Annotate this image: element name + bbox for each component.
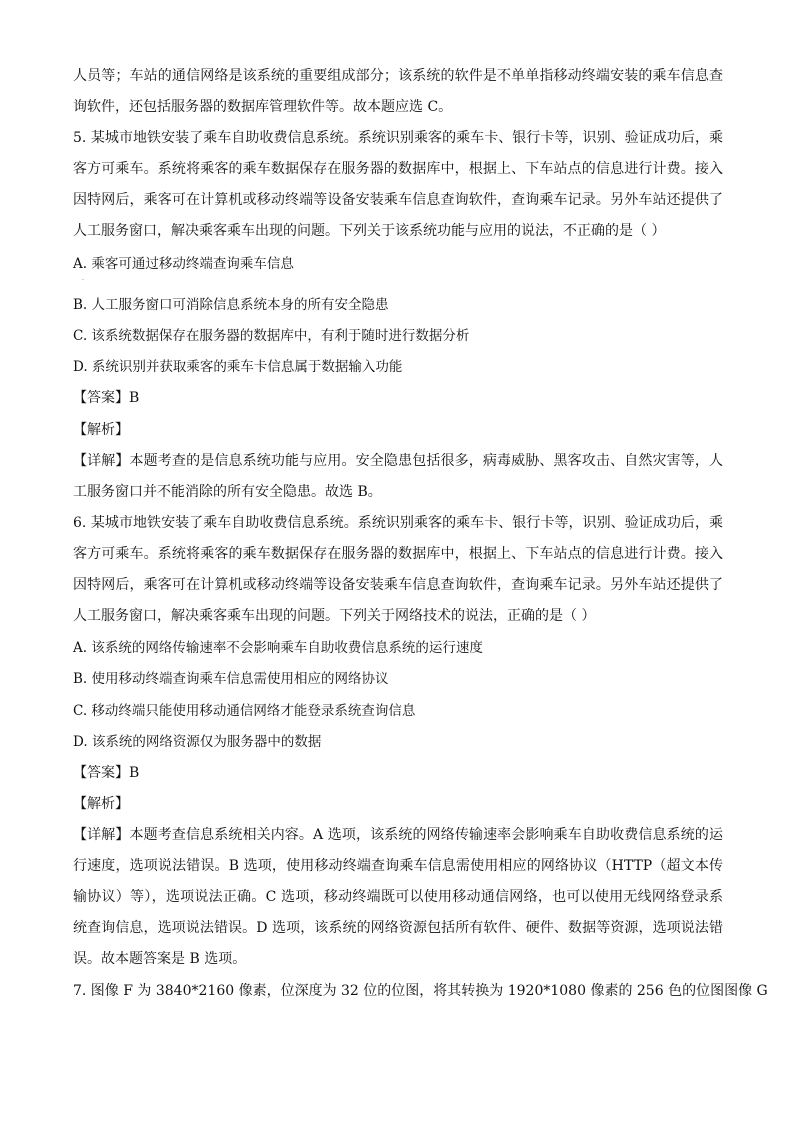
q5-detail-line: 工服务窗口并不能消除的所有安全隐患。故选 B。: [73, 484, 382, 500]
q6-detail-line: 输协议）等），选项说法正确。C 选项，移动终端既可以使用移动通信网络，也可以使用无线网络登录系: [73, 889, 723, 905]
q6-detail-line: 【详解】本题考查信息系统相关内容。A 选项，该系统的网络传输速率会影响乘车自助收费信息系统的运: [73, 827, 723, 843]
q5-option-c: C. 该系统数据保存在服务器的数据库中，有利于随时进行数据分析: [73, 328, 470, 344]
q6-stem-line: 6. 某城市地铁安装了乘车自助收费信息系统。系统识别乘客的乘车卡、银行卡等，识别、验证成功后，乘: [73, 515, 723, 531]
q6-answer: 【答案】B: [73, 765, 140, 781]
q6-option-a: A. 该系统的网络传输速率不会影响乘车自助收费信息系统的运行速度: [73, 640, 483, 656]
stray-dot: ·: [82, 277, 84, 284]
q6-analysis-label: 【解析】: [73, 796, 129, 812]
q5-option-d: D. 系统识别并获取乘客的乘车卡信息属于数据输入功能: [73, 359, 403, 375]
q6-detail-line: 误。故本题答案是 B 选项。: [73, 951, 247, 967]
q5-option-a: A. 乘客可通过移动终端查询乘车信息: [73, 256, 294, 272]
q7-stem-line: 7. 图像 F 为 3840*2160 像素，位深度为 32 位的位图，将其转换为 1920*1080 像素的 256 色的位图图像 G: [73, 983, 768, 999]
q5-option-b: B. 人工服务窗口可消除信息系统本身的所有安全隐患: [73, 297, 389, 313]
q5-detail-line: 【详解】本题考查的是信息系统功能与应用。安全隐患包括很多，病毒威胁、黑客攻击、自然灾害等，人: [73, 453, 723, 469]
prev-explanation-line: 询软件，还包括服务器的数据库管理软件等。故本题应选 C。: [73, 99, 453, 115]
q6-detail-line: 统查询信息，选项说法错误。D 选项，该系统的网络资源包括所有软件、硬件、数据等资源，选项说法错: [73, 920, 723, 936]
q5-stem-line: 5. 某城市地铁安装了乘车自助收费信息系统。系统识别乘客的乘车卡、银行卡等，识别、验证成功后，乘: [73, 130, 723, 146]
q5-answer: 【答案】B: [73, 390, 140, 406]
q6-stem-line: 因特网后，乘客可在计算机或移动终端等设备安装乘车信息查询软件，查询乘车记录。另外车站还提供了: [73, 577, 723, 593]
q6-stem-line: 人工服务窗口，解决乘客乘车出现的问题。下列关于网络技术的说法，正确的是（ ）: [73, 608, 596, 624]
prev-explanation-line: 人员等；车站的通信网络是该系统的重要组成部分；该系统的软件是不单单指移动终端安装的乘车信息查: [73, 68, 723, 84]
q6-detail-line: 行速度，选项说法错误。B 选项，使用移动终端查询乘车信息需使用相应的网络协议（HTTP（超文本传: [73, 858, 723, 874]
q6-stem-line: 客方可乘车。系统将乘客的乘车数据保存在服务器的数据库中，根据上、下车站点的信息进行计费。接入: [73, 546, 723, 562]
q5-stem-line: 因特网后，乘客可在计算机或移动终端等设备安装乘车信息查询软件，查询乘车记录。另外车站还提供了: [73, 192, 723, 208]
q5-stem-line: 人工服务窗口，解决乘客乘车出现的问题。下列关于该系统功能与应用的说法，不正确的是（ ）: [73, 223, 666, 239]
q6-option-d: D. 该系统的网络资源仅为服务器中的数据: [73, 734, 322, 750]
q6-option-c: C. 移动终端只能使用移动通信网络才能登录系统查询信息: [73, 703, 416, 719]
q6-option-b: B. 使用移动终端查询乘车信息需使用相应的网络协议: [73, 671, 389, 687]
q5-analysis-label: 【解析】: [73, 422, 129, 438]
q5-stem-line: 客方可乘车。系统将乘客的乘车数据保存在服务器的数据库中，根据上、下车站点的信息进行计费。接入: [73, 161, 723, 177]
